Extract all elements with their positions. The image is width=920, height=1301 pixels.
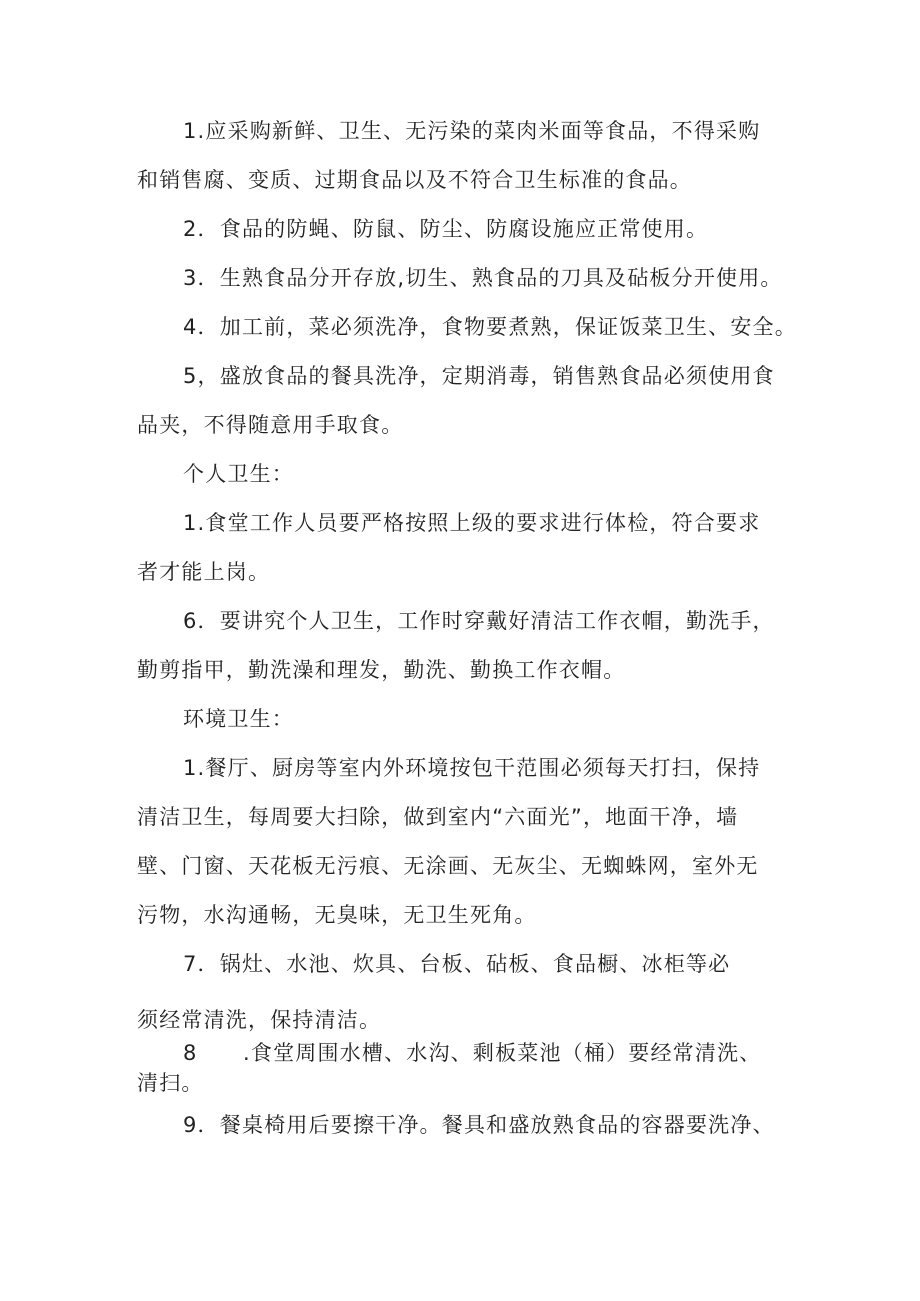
paragraph-line: 4．加工前，菜必须洗净，食物要煮熟，保证饭菜卫生、安全。 [183,315,797,339]
paragraph-line: 须经常清洗，保持清洁。 [137,1008,382,1032]
paragraph-line: 9．餐桌椅用后要擦干净。餐具和盛放熟食品的容器要洗净、 [183,1113,775,1137]
paragraph-line: 品夹，不得随意用手取食。 [137,413,404,437]
paragraph-line: 清洁卫生，每周要大扫除，做到室内“六面光”，地面干净，墙 [137,805,739,829]
paragraph-line: .食堂周围水槽、水沟、剩板菜池（桶）要经常清洗、 [243,1041,762,1065]
paragraph-line: 勤剪指甲，勤洗澡和理发，勤洗、勤换工作衣帽。 [137,658,626,682]
paragraph-line: 1.食堂工作人员要严格按照上级的要求进行体检，符合要求 [183,511,761,535]
paragraph-line: 2．食品的防蝇、防鼠、防尘、防腐设施应正常使用。 [183,217,709,241]
item-number: 8 [183,1041,198,1065]
paragraph-line: 和销售腐、变质、过期食品以及不符合卫生标准的食品。 [137,168,692,192]
paragraph-line: 1.应采购新鲜、卫生、无污染的菜肉米面等食品，不得采购 [183,119,761,143]
paragraph-line: 7．锅灶、水池、炊具、台板、砧板、食品橱、冰柜等必 [183,952,731,976]
paragraph-line: 者才能上岗。 [137,560,271,584]
paragraph-line: 1.餐厅、厨房等室内外环境按包干范围必须每天打扫，保持 [183,756,761,780]
paragraph-line: 3．生熟食品分开存放,切生、熟食品的刀具及砧板分开使用。 [183,266,783,290]
paragraph-line: 6．要讲究个人卫生，工作时穿戴好清洁工作衣帽，勤洗手， [183,609,775,633]
section-heading: 个人卫生： [183,462,294,486]
paragraph-line: 5，盛放食品的餐具洗净，定期消毒，销售熟食品必须使用食 [183,364,775,388]
paragraph-line: 清扫。 [137,1071,204,1095]
paragraph-line: 壁、门窗、天花板无污痕、无涂画、无灰尘、无蜘蛛网，室外无 [137,854,759,878]
section-heading: 环境卫生： [183,707,294,731]
paragraph-line: 污物，水沟通畅，无臭味，无卫生死角。 [137,903,537,927]
